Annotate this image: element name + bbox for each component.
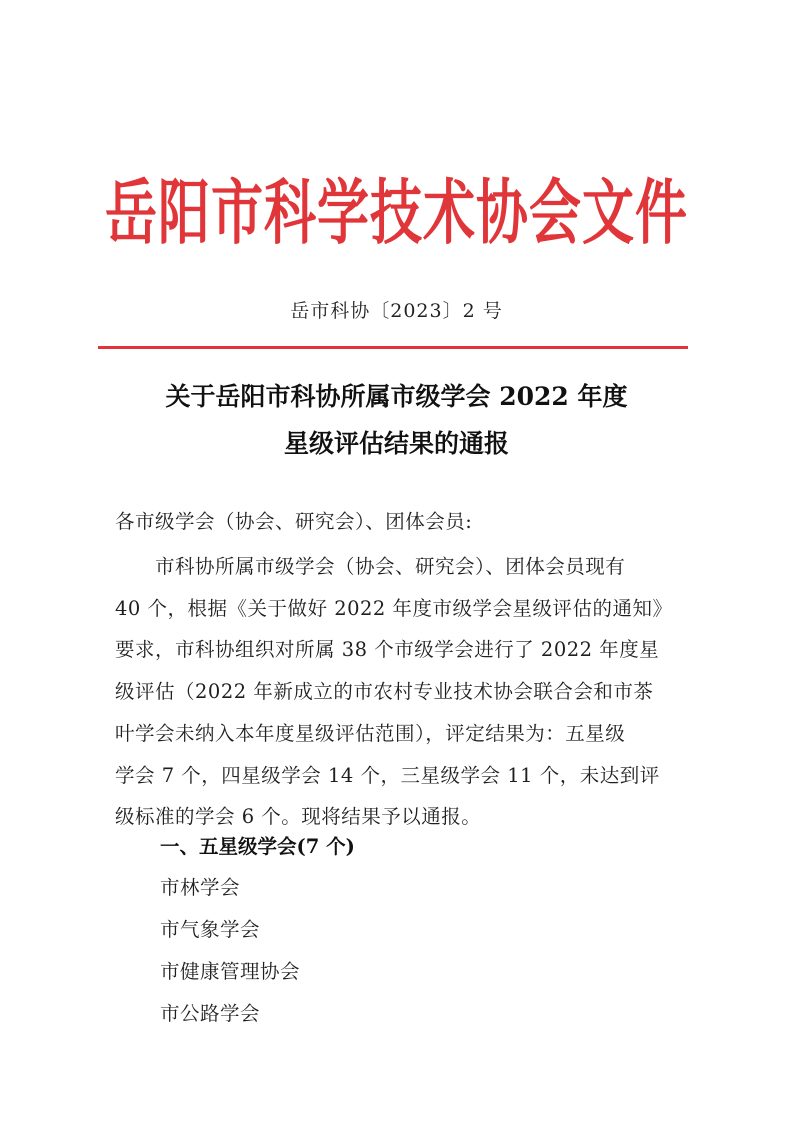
red-divider-line — [98, 346, 688, 349]
document-number: 岳市科协〔2023〕2 号 — [290, 300, 503, 322]
list-item: 市气象学会 — [160, 918, 261, 941]
list-item: 市林学会 — [160, 876, 241, 899]
paragraph-line: 市科协所属市级学会（协会、研究会）、团体会员现有 — [115, 555, 626, 578]
paragraph-line: 级标准的学会 6 个。现将结果予以通报。 — [115, 805, 482, 828]
paragraph-line: 40 个，根据《关于做好 2022 年度市级学会星级评估的通知》 — [115, 597, 673, 620]
section-heading: 一、五星级学会(7 个) — [160, 835, 355, 858]
notice-title-line-1: 关于岳阳市科协所属市级学会 2022 年度 — [165, 382, 628, 411]
notice-title-line-2: 星级评估结果的通报 — [283, 429, 509, 458]
list-item: 市健康管理协会 — [160, 960, 301, 983]
paragraph-line: 级评估（2022 年新成立的市农村专业技术协会联合会和市茶 — [115, 680, 654, 703]
list-item: 市公路学会 — [160, 1002, 261, 1025]
paragraph-line: 学会 7 个，四星级学会 14 个，三星级学会 11 个，未达到评 — [115, 764, 660, 787]
paragraph-line: 要求，市科协组织对所属 38 个市级学会进行了 2022 年度星 — [115, 638, 660, 661]
masthead-title: 岳阳市科学技术协会文件 — [104, 172, 688, 255]
salutation: 各市级学会（协会、研究会）、团体会员: — [115, 510, 473, 533]
paragraph-line: 叶学会未纳入本年度星级评估范围），评定结果为：五星级 — [115, 722, 626, 745]
